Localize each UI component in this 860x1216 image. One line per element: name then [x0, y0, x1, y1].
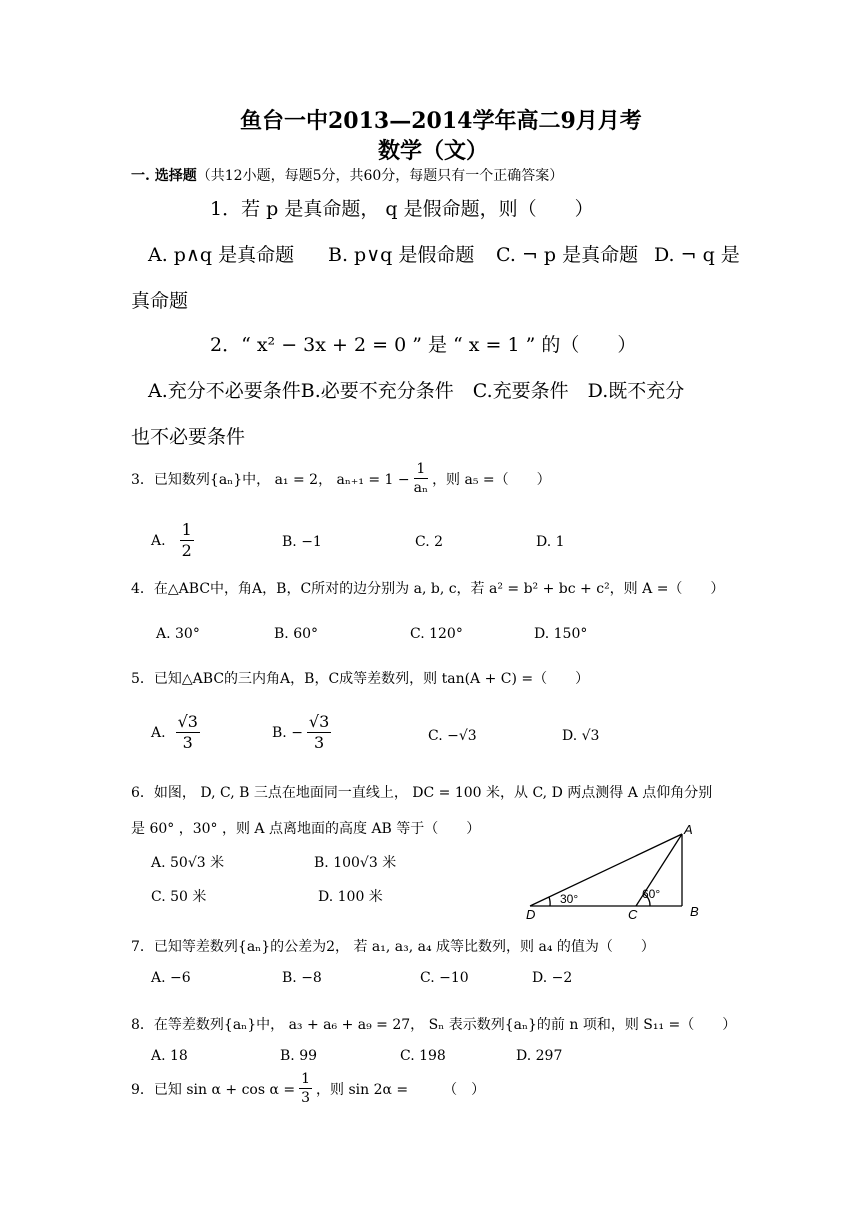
figure-angle-60: 60°	[642, 887, 661, 901]
q8-option-d: D. 297	[516, 1048, 563, 1064]
q3-stem-post: ，则 a₅ =（ ）	[432, 471, 551, 488]
q2-stem: 2．“ x² − 3x + 2 = 0 ” 是 “ x = 1 ” 的（ ）	[210, 334, 637, 356]
q3-frac-den: aₙ	[413, 480, 429, 496]
q8-stem: 8．在等差数列{aₙ}中， a₃ + a₆ + a₉ = 27， Sₙ 表示数列{aₙ}的前 n 项和，则 S₁₁ =（ ）	[131, 1017, 737, 1033]
q9-stem-pre: 9．已知 sin α + cos α =	[131, 1081, 296, 1098]
q2-options-line1: A.充分不必要条件B.必要不充分条件 C.充要条件 D.既不充分	[148, 380, 685, 402]
q4-option-b: B. 60°	[274, 626, 319, 642]
figure-label-d: D	[526, 907, 536, 922]
q6-option-c: C. 50 米	[151, 889, 207, 905]
q3-option-a-label: A.	[151, 532, 166, 549]
q7-option-a: A. −6	[151, 970, 191, 986]
q7-option-c: C. −10	[420, 970, 469, 986]
q4-option-c: C. 120°	[410, 626, 463, 642]
q1-option-d-cont: 真命题	[131, 290, 189, 312]
q3-fraction	[414, 462, 428, 495]
figure-angle-30: 30°	[560, 892, 579, 906]
q5-option-b-num: √3	[308, 712, 330, 731]
q9-stem	[131, 1072, 485, 1105]
q5-option-a-frac	[176, 714, 200, 751]
q5-option-b-den: 3	[314, 733, 325, 752]
q5-option-c: C. −√3	[428, 728, 477, 744]
q8-option-a: A. 18	[151, 1048, 188, 1064]
q6-option-b: B. 100√3 米	[314, 855, 397, 871]
q5-option-b-label: B. −	[272, 724, 303, 741]
page-subtitle: 数学（文）	[378, 138, 489, 164]
q6-option-a: A. 50√3 米	[151, 855, 225, 871]
q4-option-a: A. 30°	[156, 626, 200, 642]
q1-stem: 1．若 p 是真命题， q 是假命题，则（ ）	[210, 198, 594, 220]
q3-option-a-frac	[180, 522, 194, 559]
q4-option-d: D. 150°	[534, 626, 588, 642]
q7-option-d: D. −2	[532, 970, 573, 986]
q1-option-d: D. ¬ q 是	[654, 244, 740, 266]
q1-option-c: C. ¬ p 是真命题	[496, 244, 639, 266]
q1-option-b: B. p∨q 是假命题	[328, 244, 475, 266]
q3-option-d: D. 1	[536, 534, 565, 550]
q2-options-line2: 也不必要条件	[131, 426, 246, 448]
section-note: （共12小题，每题5分，共60分，每题只有一个正确答案）	[196, 168, 564, 184]
q5-option-b	[272, 714, 331, 751]
q5-stem: 5．已知△ABC的三内角A，B，C成等差数列，则 tan(A + C) =（ ）	[131, 671, 590, 687]
q5-option-b-frac	[307, 714, 331, 751]
q7-option-b: B. −8	[282, 970, 322, 986]
q7-stem: 7．已知等差数列{aₙ}的公差为2， 若 a₁, a₃, a₄ 成等比数列，则 a₄ 的值为（ ）	[131, 939, 655, 955]
q6-stem-line1: 6．如图， D, C, B 三点在地面同一直线上， DC = 100 米，从 C, D 两点测得 A 点仰角分别	[131, 785, 713, 801]
q9-frac-den: 3	[301, 1090, 311, 1106]
q3-option-c: C. 2	[415, 534, 444, 550]
q3-option-b: B. −1	[282, 534, 322, 550]
figure-label-c: C	[628, 907, 638, 922]
figure-label-b: B	[690, 904, 699, 919]
q8-option-c: C. 198	[400, 1048, 446, 1064]
q4-stem: 4．在△ABC中，角A，B，C所对的边分别为 a, b, c，若 a² = b² + bc + c²，则 A =（ ）	[131, 581, 725, 597]
q3-option-a	[151, 522, 194, 559]
q5-option-a-num: √3	[177, 712, 198, 731]
q6-stem-line2: 是 60° ，30° ，则 A 点离地面的高度 AB 等于（ ）	[131, 821, 481, 837]
q8-option-b: B. 99	[280, 1048, 318, 1064]
q9-frac-num: 1	[301, 1071, 311, 1087]
q5-option-a-label: A.	[151, 724, 166, 741]
q5-option-d: D. √3	[562, 728, 600, 744]
q5-option-a	[151, 714, 200, 751]
figure-angle-arc-d	[549, 897, 550, 906]
q9-stem-post: ，则 sin 2α = （ ）	[316, 1081, 486, 1098]
section-label: 一. 选择题	[131, 168, 197, 184]
q3-frac-num: 1	[414, 462, 428, 479]
q3-option-a-num: 1	[181, 520, 192, 539]
q6-triangle-figure	[520, 820, 710, 922]
q3-stem-pre: 3．已知数列{aₙ}中， a₁ = 2， aₙ₊₁ = 1 −	[131, 471, 410, 488]
q5-option-a-den: 3	[182, 733, 193, 752]
page-title: 鱼台一中2013—2014学年高二9月月考	[240, 108, 642, 134]
q3-stem	[131, 462, 551, 495]
q9-fraction	[299, 1072, 312, 1105]
figure-label-a: A	[684, 822, 693, 837]
q6-option-d: D. 100 米	[318, 889, 383, 905]
section-heading	[131, 165, 563, 185]
q3-option-a-den: 2	[181, 541, 192, 560]
q1-option-a: A. p∧q 是真命题	[148, 244, 295, 266]
